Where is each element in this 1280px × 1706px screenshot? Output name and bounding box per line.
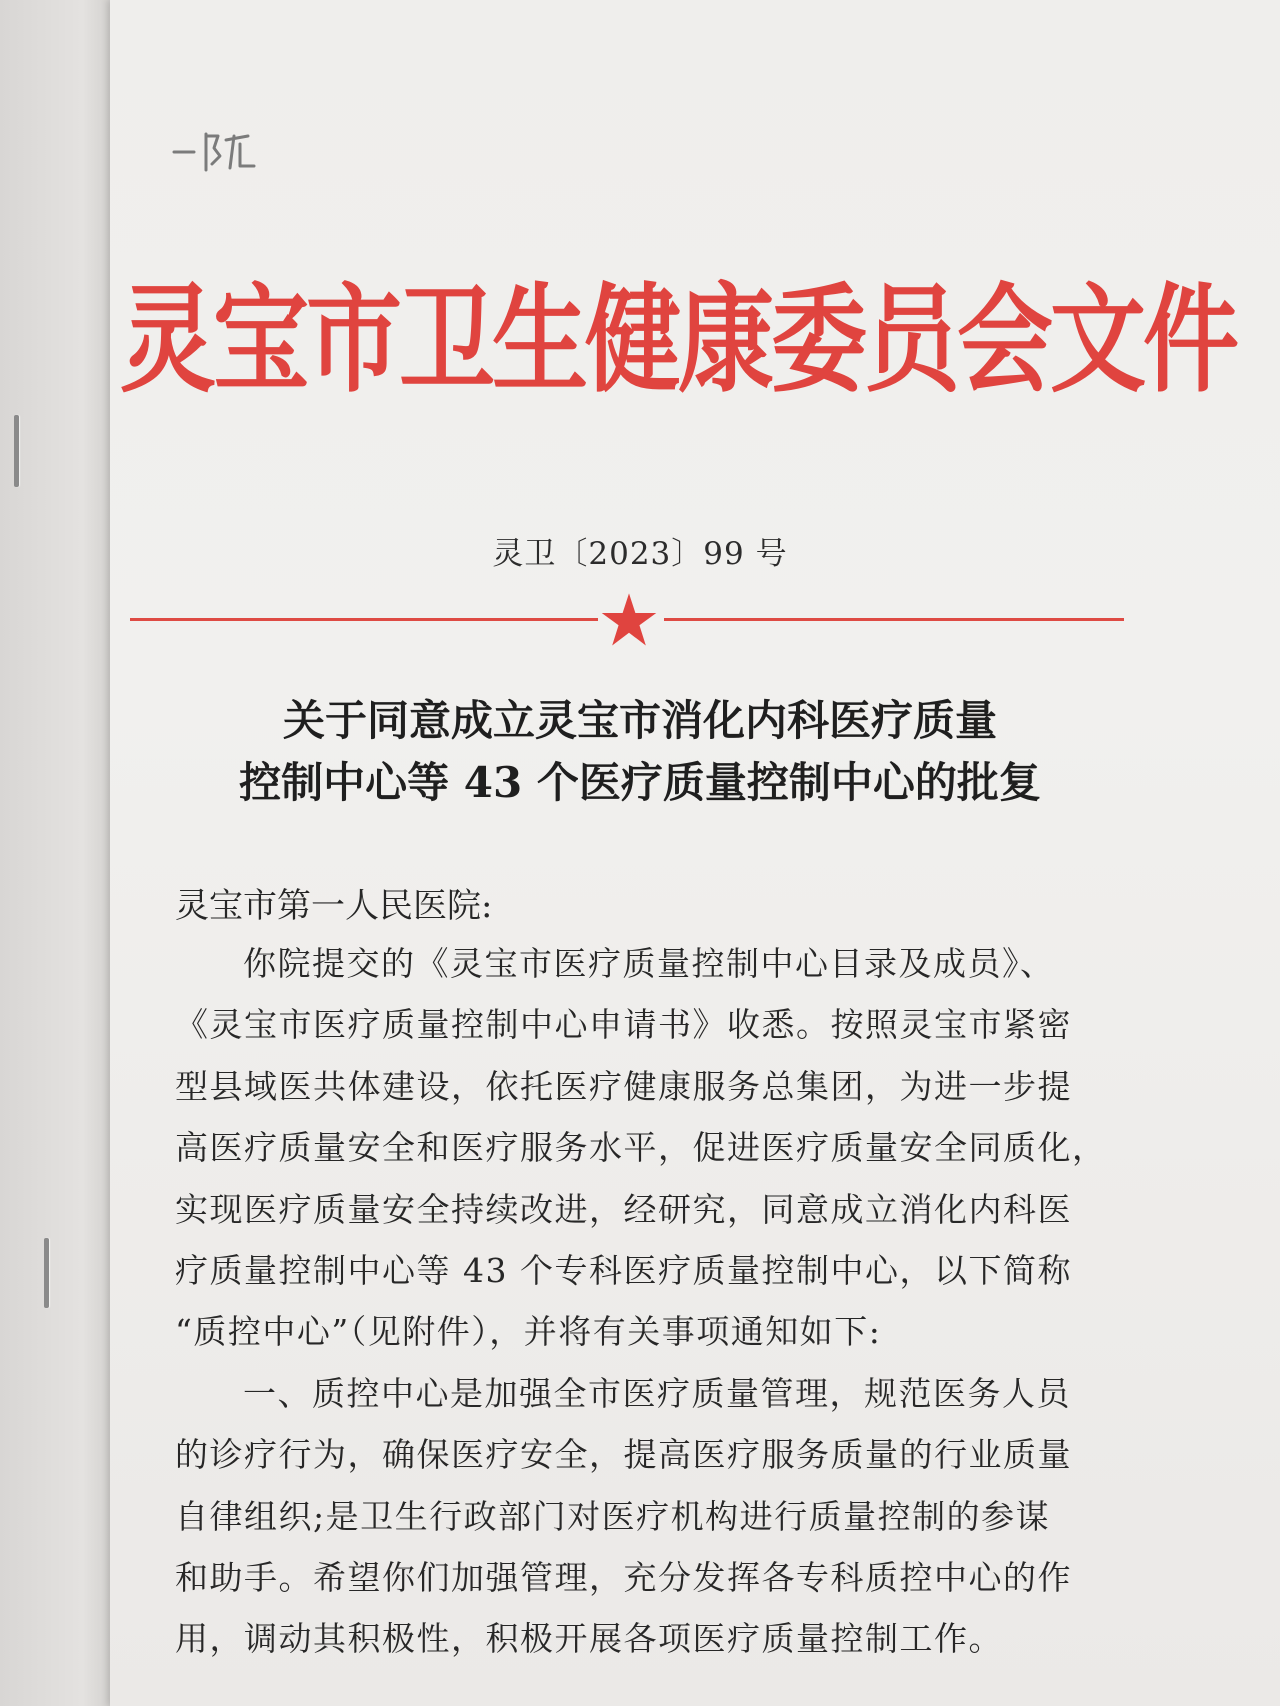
- document-title: [0, 690, 1280, 814]
- red-rule-left: [130, 618, 598, 621]
- star-icon: [600, 591, 658, 649]
- body-line: 疗质量控制中心等 43 个专科医疗质量控制中心，以下简称: [175, 1250, 1072, 1290]
- document-header: 灵宝市卫生健康委员会文件: [120, 271, 1236, 409]
- body-line: 的诊疗行为，确保医疗安全，提高医疗服务质量的行业质量: [175, 1435, 1072, 1475]
- body-line: 型县域医共体建设，依托医疗健康服务总集团，为进一步提: [175, 1066, 1072, 1106]
- title-line: 控制中心等 43 个医疗质量控制中心的批复: [239, 758, 1041, 807]
- red-rule-right: [664, 618, 1124, 621]
- staple: [14, 415, 19, 487]
- body-line: 和助手。希望你们加强管理，充分发挥各专科质控中心的作: [175, 1557, 1072, 1597]
- document-number: 灵卫〔2023〕99 号: [492, 536, 788, 572]
- document-body: [175, 933, 1175, 1670]
- staple: [44, 1238, 49, 1308]
- body-line: 用，调动其积极性，积极开展各项医疗质量控制工作。: [175, 1619, 1003, 1659]
- background-surface: [0, 0, 118, 1706]
- body-line: 高医疗质量安全和医疗服务水平，促进医疗质量安全同质化，: [175, 1128, 1107, 1168]
- body-line: 《灵宝市医疗质量控制中心申请书》收悉。按照灵宝市紧密: [175, 1005, 1072, 1045]
- salutation: 灵宝市第一人民医院:: [175, 886, 493, 926]
- body-line: 你院提交的《灵宝市医疗质量控制中心目录及成员》、: [243, 944, 1055, 983]
- handwritten-note: [168, 122, 258, 182]
- body-line: 自律组织;是卫生行政部门对医疗机构进行质量控制的参谋: [175, 1496, 1051, 1536]
- body-line: “质控中心”（见附件），并将有关事项通知如下:: [175, 1312, 882, 1352]
- body-line: 实现医疗质量安全持续改进，经研究，同意成立消化内科医: [175, 1189, 1072, 1229]
- body-line: 一、质控中心是加强全市医疗质量管理，规范医务人员: [243, 1373, 1071, 1413]
- title-line: 关于同意成立灵宝市消化内科医疗质量: [282, 696, 997, 745]
